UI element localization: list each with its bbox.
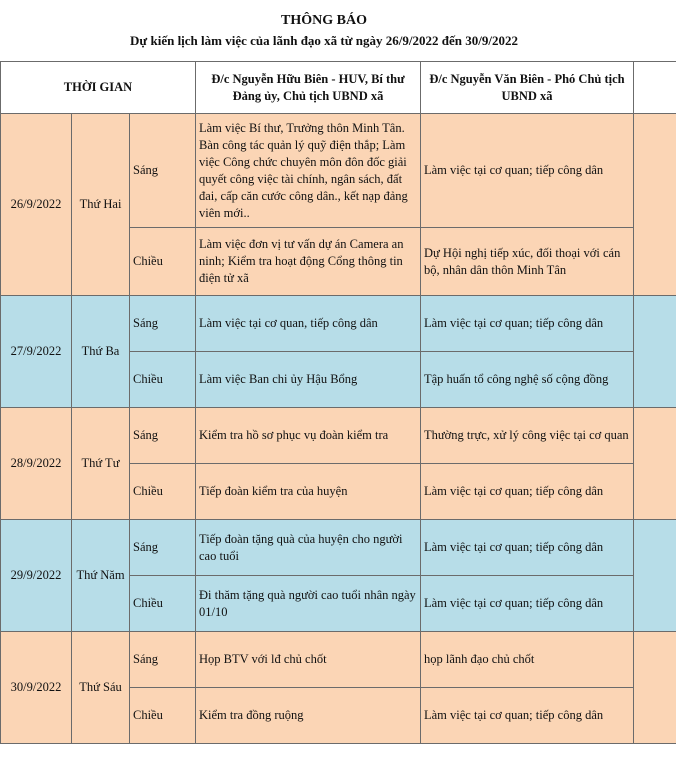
notice-subtitle: Dự kiến lịch làm việc của lãnh đạo xã từ ngày 26/9/2022 đến 30/9/2022 — [130, 33, 518, 48]
cell-person2: Làm việc tại cơ quan; tiếp công dân — [421, 114, 634, 228]
cell-person1: Kiểm tra hồ sơ phục vụ đoàn kiểm tra — [196, 408, 421, 464]
session-label: Chiều — [130, 464, 196, 520]
table-row — [1, 520, 676, 576]
session-label: Sáng — [130, 408, 196, 464]
session-label: Sáng — [130, 296, 196, 352]
session-label: Chiều — [130, 688, 196, 744]
day-weekday: Thứ Hai — [72, 114, 130, 296]
session-label: Chiều — [130, 228, 196, 296]
day-date: 26/9/2022 — [1, 114, 72, 296]
session-label: Sáng — [130, 114, 196, 228]
day-weekday: Thứ Sáu — [72, 632, 130, 744]
day-weekday: Thứ Ba — [72, 296, 130, 408]
cell-person1: Làm việc tại cơ quan, tiếp công dân — [196, 296, 421, 352]
cell-person1: Làm việc đơn vị tư vấn dự án Camera an ninh; Kiểm tra hoạt động Cổng thông tin điện tử xã — [196, 228, 421, 296]
day-date: 27/9/2022 — [1, 296, 72, 408]
header-person2: Đ/c Nguyễn Văn Biên - Phó Chủ tịch UBND xã — [421, 62, 634, 114]
cell-person1: Làm việc Ban chi ủy Hậu Bổng — [196, 352, 421, 408]
day-weekday: Thứ Tư — [72, 408, 130, 520]
schedule-table — [0, 61, 676, 744]
cell-person2: Tập huấn tổ công nghệ số cộng đồng — [421, 352, 634, 408]
cell-person2: Làm việc tại cơ quan; tiếp công dân — [421, 464, 634, 520]
header-row — [1, 62, 676, 114]
cell-person2: Thường trực, xử lý công việc tại cơ quan — [421, 408, 634, 464]
day-weekday: Thứ Năm — [72, 520, 130, 632]
cell-person1: Đi thăm tặng quà người cao tuổi nhân ngày 01/10 — [196, 576, 421, 632]
day-date: 30/9/2022 — [1, 632, 72, 744]
session-label: Sáng — [130, 632, 196, 688]
header-person1: Đ/c Nguyễn Hữu Biên - HUV, Bí thư Đảng ủy, Chủ tịch UBND xã — [196, 62, 421, 114]
cell-person2: Dự Hội nghị tiếp xúc, đối thoại với cán bộ, nhân dân thôn Minh Tân — [421, 228, 634, 296]
day-date: 28/9/2022 — [1, 408, 72, 520]
session-label: Chiều — [130, 352, 196, 408]
table-row — [1, 296, 676, 352]
cell-person2: Làm việc tại cơ quan; tiếp công dân — [421, 296, 634, 352]
cell-person1: Tiếp đoàn kiểm tra của huyện — [196, 464, 421, 520]
session-label: Chiều — [130, 576, 196, 632]
cell-person1: Làm việc Bí thư, Trưởng thôn Minh Tân. Bàn công tác quản lý quỹ điện thắp; Làm việc Công chức chuyên môn đôn đốc giải quyết công việc tài chính, ngân sách, đất đai, cấp căn cước công dân., kết nạp đảng viên mới.. — [196, 114, 421, 228]
table-row — [1, 408, 676, 464]
table-row — [1, 632, 676, 688]
cell-person2: họp lãnh đạo chủ chốt — [421, 632, 634, 688]
cell-person1: Kiểm tra đồng ruộng — [196, 688, 421, 744]
session-label: Sáng — [130, 520, 196, 576]
cell-person1: Họp BTV với lđ chủ chốt — [196, 632, 421, 688]
cell-person2: Làm việc tại cơ quan; tiếp công dân — [421, 576, 634, 632]
notice-title: THÔNG BÁO — [281, 13, 367, 28]
cell-person2: Làm việc tại cơ quan; tiếp công dân — [421, 520, 634, 576]
cell-person2: Làm việc tại cơ quan; tiếp công dân — [421, 688, 634, 744]
day-date: 29/9/2022 — [1, 520, 72, 632]
header-time: THỜI GIAN — [1, 62, 196, 114]
cell-person1: Tiếp đoàn tặng quà của huyện cho người cao tuổi — [196, 520, 421, 576]
table-row — [1, 114, 676, 228]
